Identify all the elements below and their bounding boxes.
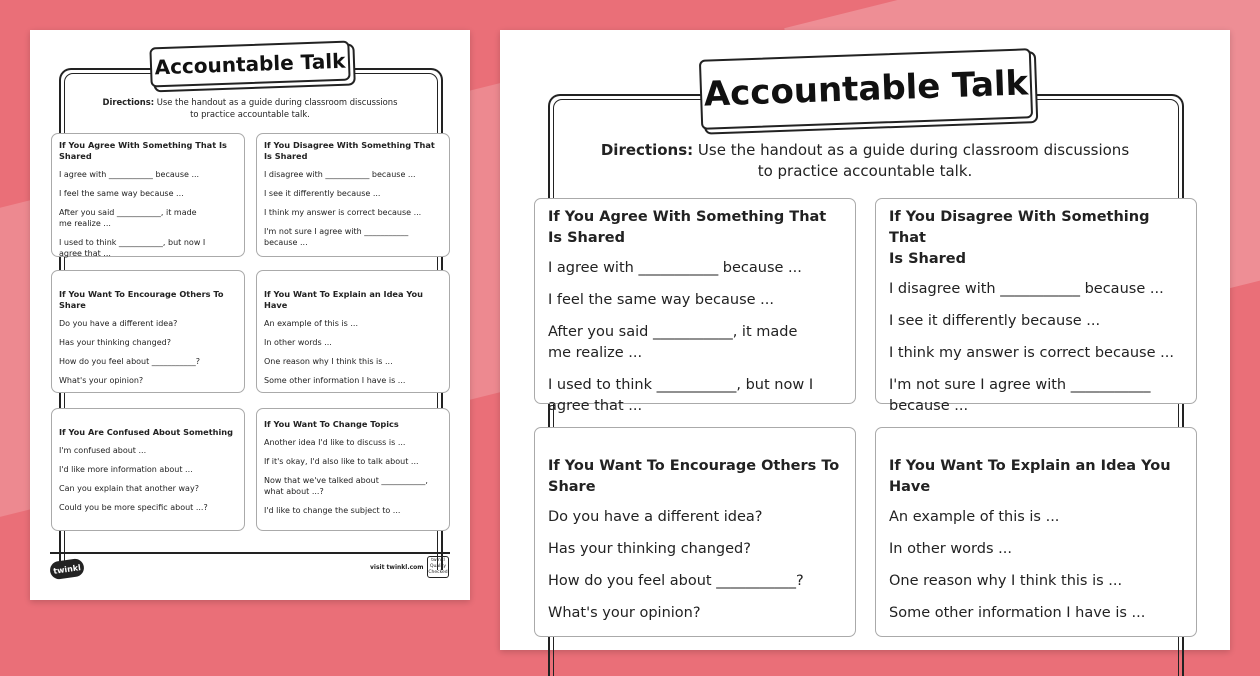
card-title-line: Is Shared: [889, 251, 966, 267]
phrase: I'm not sure I agree with ___________: [264, 227, 409, 236]
phrase: How do you feel about ___________?: [59, 357, 201, 366]
card-title: [889, 207, 1183, 270]
phrase: Another idea I'd like to discuss is ...: [264, 438, 406, 447]
phrase: Some other information I have is ...: [889, 605, 1146, 621]
phrase: After you said ___________, it made: [59, 208, 197, 217]
card-confused: [51, 408, 245, 531]
phrase: Do you have a different idea?: [59, 319, 178, 328]
phrase: I used to think ___________, but now I: [548, 377, 814, 393]
worksheet-preview-zoomed: [500, 30, 1230, 650]
badge-text: Quality: [429, 564, 447, 569]
phrase: because ...: [264, 238, 308, 247]
phrase: I agree with ___________ because ...: [548, 260, 802, 276]
card-encourage: [534, 427, 856, 637]
phrase: I feel the same way because ...: [59, 189, 184, 198]
footer-divider: [50, 552, 450, 554]
card-agree: [51, 133, 245, 257]
directions-label: Directions:: [102, 97, 155, 107]
card-title: If You Want To Change Topics: [264, 419, 399, 429]
card-title-line: If You Disagree With Something That: [889, 209, 1150, 246]
directions-text-2: to practice accountable talk.: [190, 109, 310, 119]
phrase: What's your opinion?: [548, 605, 701, 621]
card-title: If You Agree With Something That Is Shared: [59, 140, 227, 161]
card-title: If You Want To Explain an Idea You Have: [264, 289, 423, 310]
directions-text: Use the handout as a guide during classroom discussions: [156, 97, 398, 107]
directions: [590, 140, 1140, 182]
worksheet-title: Accountable Talk: [699, 48, 1033, 130]
card-disagree: [256, 133, 450, 257]
directions-label: Directions:: [600, 141, 694, 159]
phrase: I think my answer is correct because ...: [889, 345, 1174, 361]
phrase: what about ...?: [264, 487, 324, 496]
card-title: If You Want To Encourage Others To Share: [548, 458, 840, 495]
card-encourage: [51, 270, 245, 393]
card-title: [264, 140, 442, 162]
phrase: In other words ...: [889, 541, 1012, 557]
phrase: An example of this is ...: [889, 509, 1060, 525]
directions: [90, 96, 410, 120]
card-title-line: If You Disagree With Something That: [264, 140, 435, 150]
phrase: What's your opinion?: [59, 376, 144, 385]
phrase: I agree with ___________ because ...: [59, 170, 200, 179]
badge-text: Checked: [428, 570, 448, 575]
phrase: After you said ___________, it made: [548, 324, 798, 340]
worksheet-preview-full: [30, 30, 470, 600]
directions-text: Use the handout as a guide during classroom discussions: [697, 141, 1130, 159]
visit-link-text: visit twinkl.com: [370, 564, 424, 571]
phrase: I feel the same way because ...: [548, 292, 774, 308]
phrase: I disagree with ___________ because ...: [889, 281, 1164, 297]
phrase: agree that ...: [548, 398, 643, 414]
badge-text: twinkl: [431, 558, 445, 563]
card-change-topics: [256, 408, 450, 531]
phrase: Can you explain that another way?: [59, 484, 199, 493]
phrase: One reason why I think this is ...: [264, 357, 393, 366]
card-title: If You Are Confused About Something: [59, 427, 233, 437]
card-disagree: [875, 198, 1197, 414]
phrase: Could you be more specific about ...?: [59, 503, 208, 512]
phrase: I see it differently because ...: [889, 313, 1101, 329]
phrase: Has your thinking changed?: [59, 338, 171, 347]
card-explain: [875, 427, 1197, 637]
phrase: I disagree with ___________ because ...: [264, 170, 416, 179]
phrase: Has your thinking changed?: [548, 541, 751, 557]
phrase: Do you have a different idea?: [548, 509, 763, 525]
card-explain: [256, 270, 450, 393]
phrase: because ...: [889, 398, 969, 414]
phrase: I'm confused about ...: [59, 446, 147, 455]
phrase: me realize ...: [548, 345, 643, 361]
phrase: I see it differently because ...: [264, 189, 381, 198]
phrase: I'd like more information about ...: [59, 465, 193, 474]
quality-checked-badge: [427, 556, 449, 578]
phrase: me realize ...: [59, 219, 111, 228]
directions-text-2: to practice accountable talk.: [757, 162, 973, 180]
card-title: If You Want To Encourage Others To Share: [59, 289, 224, 310]
phrase: Now that we've talked about ___________,: [264, 476, 428, 485]
phrase: Some other information I have is ...: [264, 376, 406, 385]
phrase: How do you feel about ___________?: [548, 573, 804, 589]
twinkl-logo: twinkl: [49, 558, 85, 581]
card-title-line: Is Shared: [264, 151, 308, 161]
phrase: If it's okay, I'd also like to talk about ...: [264, 457, 419, 466]
phrase: I'm not sure I agree with ___________: [889, 377, 1151, 393]
worksheet-title: Accountable Talk: [149, 41, 350, 88]
phrase: I used to think ___________, but now I: [59, 238, 206, 247]
phrase: In other words ...: [264, 338, 332, 347]
phrase: I think my answer is correct because ...: [264, 208, 422, 217]
card-agree: [534, 198, 856, 414]
phrase: An example of this is ...: [264, 319, 359, 328]
card-title: If You Want To Explain an Idea You Have: [889, 458, 1171, 495]
phrase: agree that ...: [59, 249, 111, 258]
card-title: If You Agree With Something That Is Shared: [548, 209, 827, 246]
phrase: One reason why I think this is ...: [889, 573, 1123, 589]
phrase: I'd like to change the subject to ...: [264, 506, 401, 515]
